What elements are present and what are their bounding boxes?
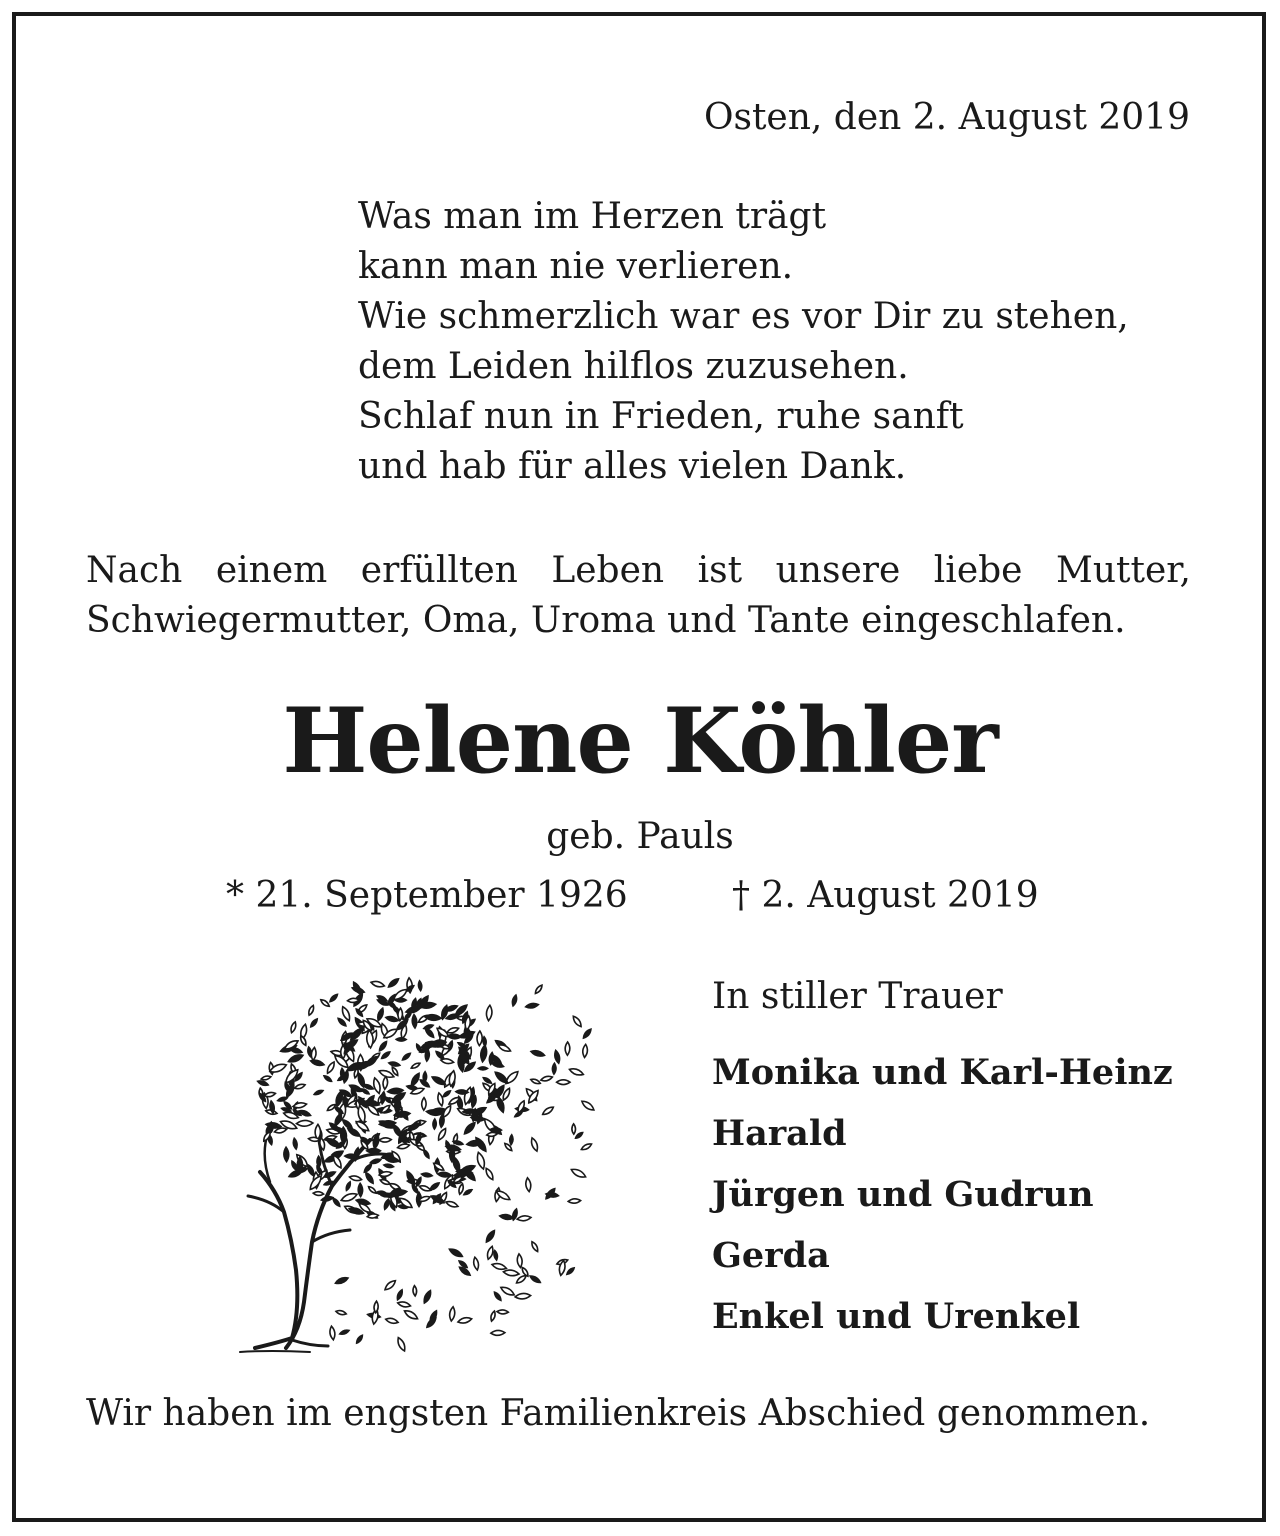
poem — [358, 192, 1129, 492]
deceased-name: Helene Köhler — [282, 688, 998, 794]
mourners-list — [712, 1042, 1173, 1347]
farewell-note: Wir haben im engsten Familienkreis Abschied genommen. — [86, 1393, 1151, 1434]
mourner-name: Enkel und Urenkel — [712, 1296, 1081, 1337]
poem-line: kann man nie verlieren. — [358, 246, 794, 287]
mourning-heading: In stiller Trauer — [712, 976, 1003, 1017]
poem-line: Wie schmerzlich war es vor Dir zu stehen, — [358, 296, 1129, 337]
death-date: † 2. August 2019 — [732, 875, 1039, 916]
announcement-text — [86, 546, 1191, 646]
poem-line: und hab für alles vielen Dank. — [358, 446, 907, 487]
place-and-date: Osten, den 2. August 2019 — [703, 97, 1190, 138]
maiden-name: geb. Pauls — [546, 816, 734, 857]
poem-line: Schlaf nun in Frieden, ruhe sanft — [358, 396, 964, 437]
mourner-name: Jürgen und Gudrun — [712, 1174, 1094, 1215]
announcement-line: Schwiegermutter, Oma, Uroma und Tante eingeschlafen. — [86, 600, 1126, 641]
birth-date: * 21. September 1926 — [226, 875, 628, 916]
windblown-tree-icon — [200, 950, 600, 1360]
poem-line: Was man im Herzen trägt — [358, 196, 827, 237]
announcement-line: Nach einem erfüllten Leben ist unsere liebe Mutter, — [86, 550, 1191, 591]
poem-line: dem Leiden hilflos zuzusehen. — [358, 346, 909, 387]
mourner-name: Monika und Karl-Heinz — [712, 1052, 1173, 1093]
mourner-name: Gerda — [712, 1235, 830, 1276]
mourner-name: Harald — [712, 1113, 847, 1154]
